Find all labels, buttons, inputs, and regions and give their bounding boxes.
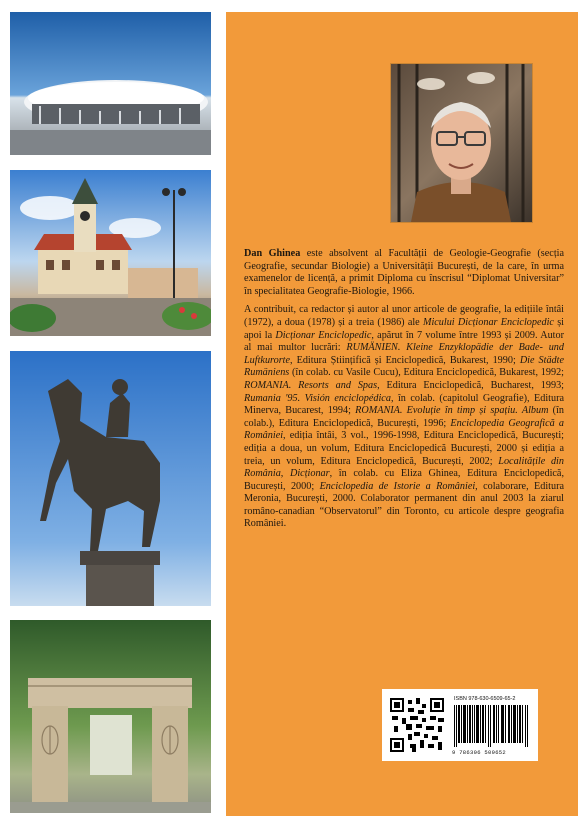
work-title: ROMANIA. Resorts and Spas: [244, 379, 378, 391]
bio-text: A contribuit, ca redactor și autor al unor articole de geografie, la edițiile întâi (1972), a doua (1978) și a treia (1986) ale: [244, 304, 564, 328]
work-title: Rumania '95. Visión enciclopédica: [244, 392, 391, 404]
barcode-digits: 9 786306 509652: [452, 749, 507, 756]
isbn-label: ISBN 978-630-6509-65-2: [454, 696, 516, 702]
bio-paragraph-1: [244, 248, 564, 298]
work-title: Dicționar Enciclopedic: [275, 329, 372, 341]
isbn-barcode-box: [382, 689, 538, 761]
work-title: Enciclopedia Geografică a României: [244, 417, 564, 442]
clock-tower-icon: [10, 170, 211, 336]
work-title: Micului Dicționar Enciclopedic: [422, 316, 554, 328]
qr-code-icon: [388, 696, 446, 754]
work-title: Localitățile din România, Dicționar: [244, 455, 564, 480]
bio-text: , ediția întâi, 3 vol., 1996-1998, Editura Enciclopedică, București; ediția a doua, un volum, Editura Enciclopedică București, 2000 și ediția a treia, un volum, Editura Enciclopedică, București, 2002;: [244, 430, 564, 467]
equestrian-statue-photo: [10, 351, 211, 606]
author-biography: [244, 248, 564, 537]
town-square-photo: [10, 170, 211, 336]
bio-text: și apoi la: [244, 316, 565, 341]
bio-text: (în colab. cu Vasile Cucu), Editura Enciclopedică, Bukarest, 1992;: [289, 367, 564, 379]
work-title: Die Städte Rumäniens: [244, 354, 564, 379]
barcode-icon: [452, 705, 532, 747]
bio-paragraph-2: [244, 304, 564, 531]
bio-text: , apărut în 7 volume între 1993 și 2009. Autor al mai multor lucrări:: [244, 329, 564, 354]
gate-of-the-kiss-icon: [10, 620, 211, 813]
bio-text: , Editura Științifică și Enciclopedică, Bukarest, 1990;: [290, 354, 520, 366]
bio-text: , în colab. (capitolul Geografie), Editura Minerva, Bucarest, 1994;: [244, 392, 565, 417]
work-title: Enciclopedia de Istorie a României: [319, 480, 476, 492]
bio-intro-text: este absolvent al Facultății de Geologie-Geografie (secția Geografie, secundar Biologie) a Universității București, de la care, în urma examenelor de licență, a primit Diploma cu înscrisul “Diplomat Universitar” în specialitatea Geografie-Biologie, 1966.: [244, 248, 564, 297]
bio-text: , colaborare, Editura Meronia, București, 2000. Colaborator permanent din anul 2003 la ziarul româno-canadian “Observatorul” din Toronto, cu articole despre geografia României.: [244, 480, 564, 530]
bio-text: , Editura Enciclopedică, Bucharest, 1993;: [377, 379, 564, 391]
author-portrait-photo: [390, 63, 533, 223]
bio-text: , în colab. cu Eliza Ghinea, Editura Enciclopedică, București, 2000;: [244, 468, 564, 492]
work-title: RUMÄNIEN. Kleine Enzyklopädie der Bade- und Luftkurorte: [244, 342, 564, 366]
horse-rider-statue-icon: [10, 351, 211, 606]
bio-text: (în colab.), Editura Enciclopedică, București, 1996;: [244, 405, 565, 429]
stadium-icon: [10, 12, 211, 155]
stone-gate-photo: [10, 620, 211, 813]
author-name: Dan Ghinea: [244, 248, 301, 259]
work-title: ROMANIA. Evoluție în timp și spațiu. Album: [355, 405, 549, 417]
stadium-photo: [10, 12, 211, 155]
author-portrait-icon: [391, 64, 532, 222]
